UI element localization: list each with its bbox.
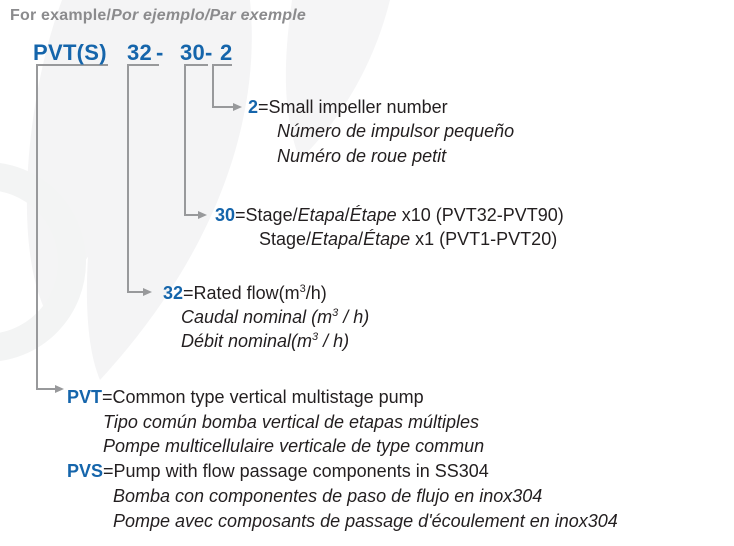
legend-pvt-fr: Pompe multicellulaire verticale de type commun	[103, 436, 485, 456]
legend-impeller-code: 2	[248, 97, 259, 117]
legend-stage-l1-p1: =Stage/	[235, 205, 298, 225]
legend-impeller-fr: Numéro de roue petit	[277, 146, 447, 166]
legend-pvs-code: PVS	[67, 461, 104, 481]
legend-pvs-es: Bomba con componentes de paso de flujo en inox304	[113, 486, 543, 506]
legend-flow-l2-p2: / h)	[338, 307, 370, 327]
model-code-dash1: -	[156, 40, 164, 65]
legend-pvs-en	[67, 461, 489, 482]
legend-pvt-en	[67, 387, 424, 408]
legend-flow-l1-p2: /h)	[305, 283, 327, 303]
arrow-right-icon	[233, 103, 242, 111]
legend-impeller-es: Número de impulsor pequeño	[277, 121, 515, 141]
connector-flow-vertical	[127, 64, 129, 293]
connector-series-vertical	[36, 64, 38, 390]
legend-stage-l2-i1: Etapa	[311, 229, 359, 249]
legend-flow-l1-p1: =Rated flow(m	[183, 283, 300, 303]
legend-flow-l3-p1: Débit nominal(m	[181, 331, 313, 351]
legend-flow-l3-p2: / h)	[318, 331, 350, 351]
heading-translations: Por ejemplo/Par exemple	[111, 7, 307, 24]
legend-stage-l2-i2: Étape	[363, 229, 411, 249]
arrow-right-icon	[55, 385, 64, 393]
legend-pvt-es: Tipo común bomba vertical de etapas múltiples	[103, 412, 480, 432]
legend-stage-l2-p2: /	[358, 229, 364, 249]
legend-flow-l3-sup: 3	[312, 331, 319, 343]
connector-impeller-arrowline	[213, 106, 233, 108]
model-code-impeller: 2	[220, 40, 233, 65]
legend-stage-l1-p2: /	[344, 205, 350, 225]
legend-flow-code: 32	[163, 283, 184, 303]
example-heading	[10, 7, 306, 25]
legend-flow-l2-p1: Caudal nominal (m	[181, 307, 333, 327]
legend-impeller-en	[248, 97, 448, 118]
connector-flow-arrowline	[128, 291, 143, 293]
legend-stage-l1-i2: Étape	[349, 205, 397, 225]
legend-stage-code: 30	[215, 205, 236, 225]
legend-pvt-text-en: =Common type vertical multistage pump	[102, 387, 424, 407]
legend-stage-line1	[215, 205, 564, 226]
connector-impeller-vertical	[212, 64, 214, 108]
heading-english: For example/	[10, 7, 112, 24]
legend-flow-es	[181, 307, 369, 328]
model-code-dash2: -	[205, 40, 213, 65]
model-code-flow: 32	[127, 40, 153, 65]
legend-pvs-fr: Pompe avec composants de passage d'écoulement en inox304	[113, 511, 618, 531]
connector-stage-arrowline	[185, 214, 198, 216]
legend-stage-l1-p3: x10 (PVT32-PVT90)	[396, 205, 564, 225]
legend-stage-line2	[259, 229, 557, 250]
legend-flow-l1-sup: 3	[299, 283, 306, 295]
model-code-series: PVT(S)	[33, 40, 107, 65]
legend-impeller-text-en: =Small impeller number	[258, 97, 448, 117]
arrow-right-icon	[198, 211, 207, 219]
legend-flow-fr	[181, 331, 349, 352]
legend-stage-l2-p3: x1 (PVT1-PVT20)	[410, 229, 558, 249]
legend-flow-en	[163, 283, 327, 304]
connector-series-arrowline	[37, 388, 55, 390]
legend-stage-l2-p1: Stage/	[259, 229, 312, 249]
legend-stage-l1-i1: Etapa	[297, 205, 345, 225]
arrow-right-icon	[143, 288, 152, 296]
model-code-stage: 30	[180, 40, 206, 65]
legend-pvt-code: PVT	[67, 387, 103, 407]
legend-pvs-text-en: =Pump with flow passage components in SS304	[103, 461, 489, 481]
legend-flow-l2-sup: 3	[332, 307, 339, 319]
connector-stage-vertical	[184, 64, 186, 216]
